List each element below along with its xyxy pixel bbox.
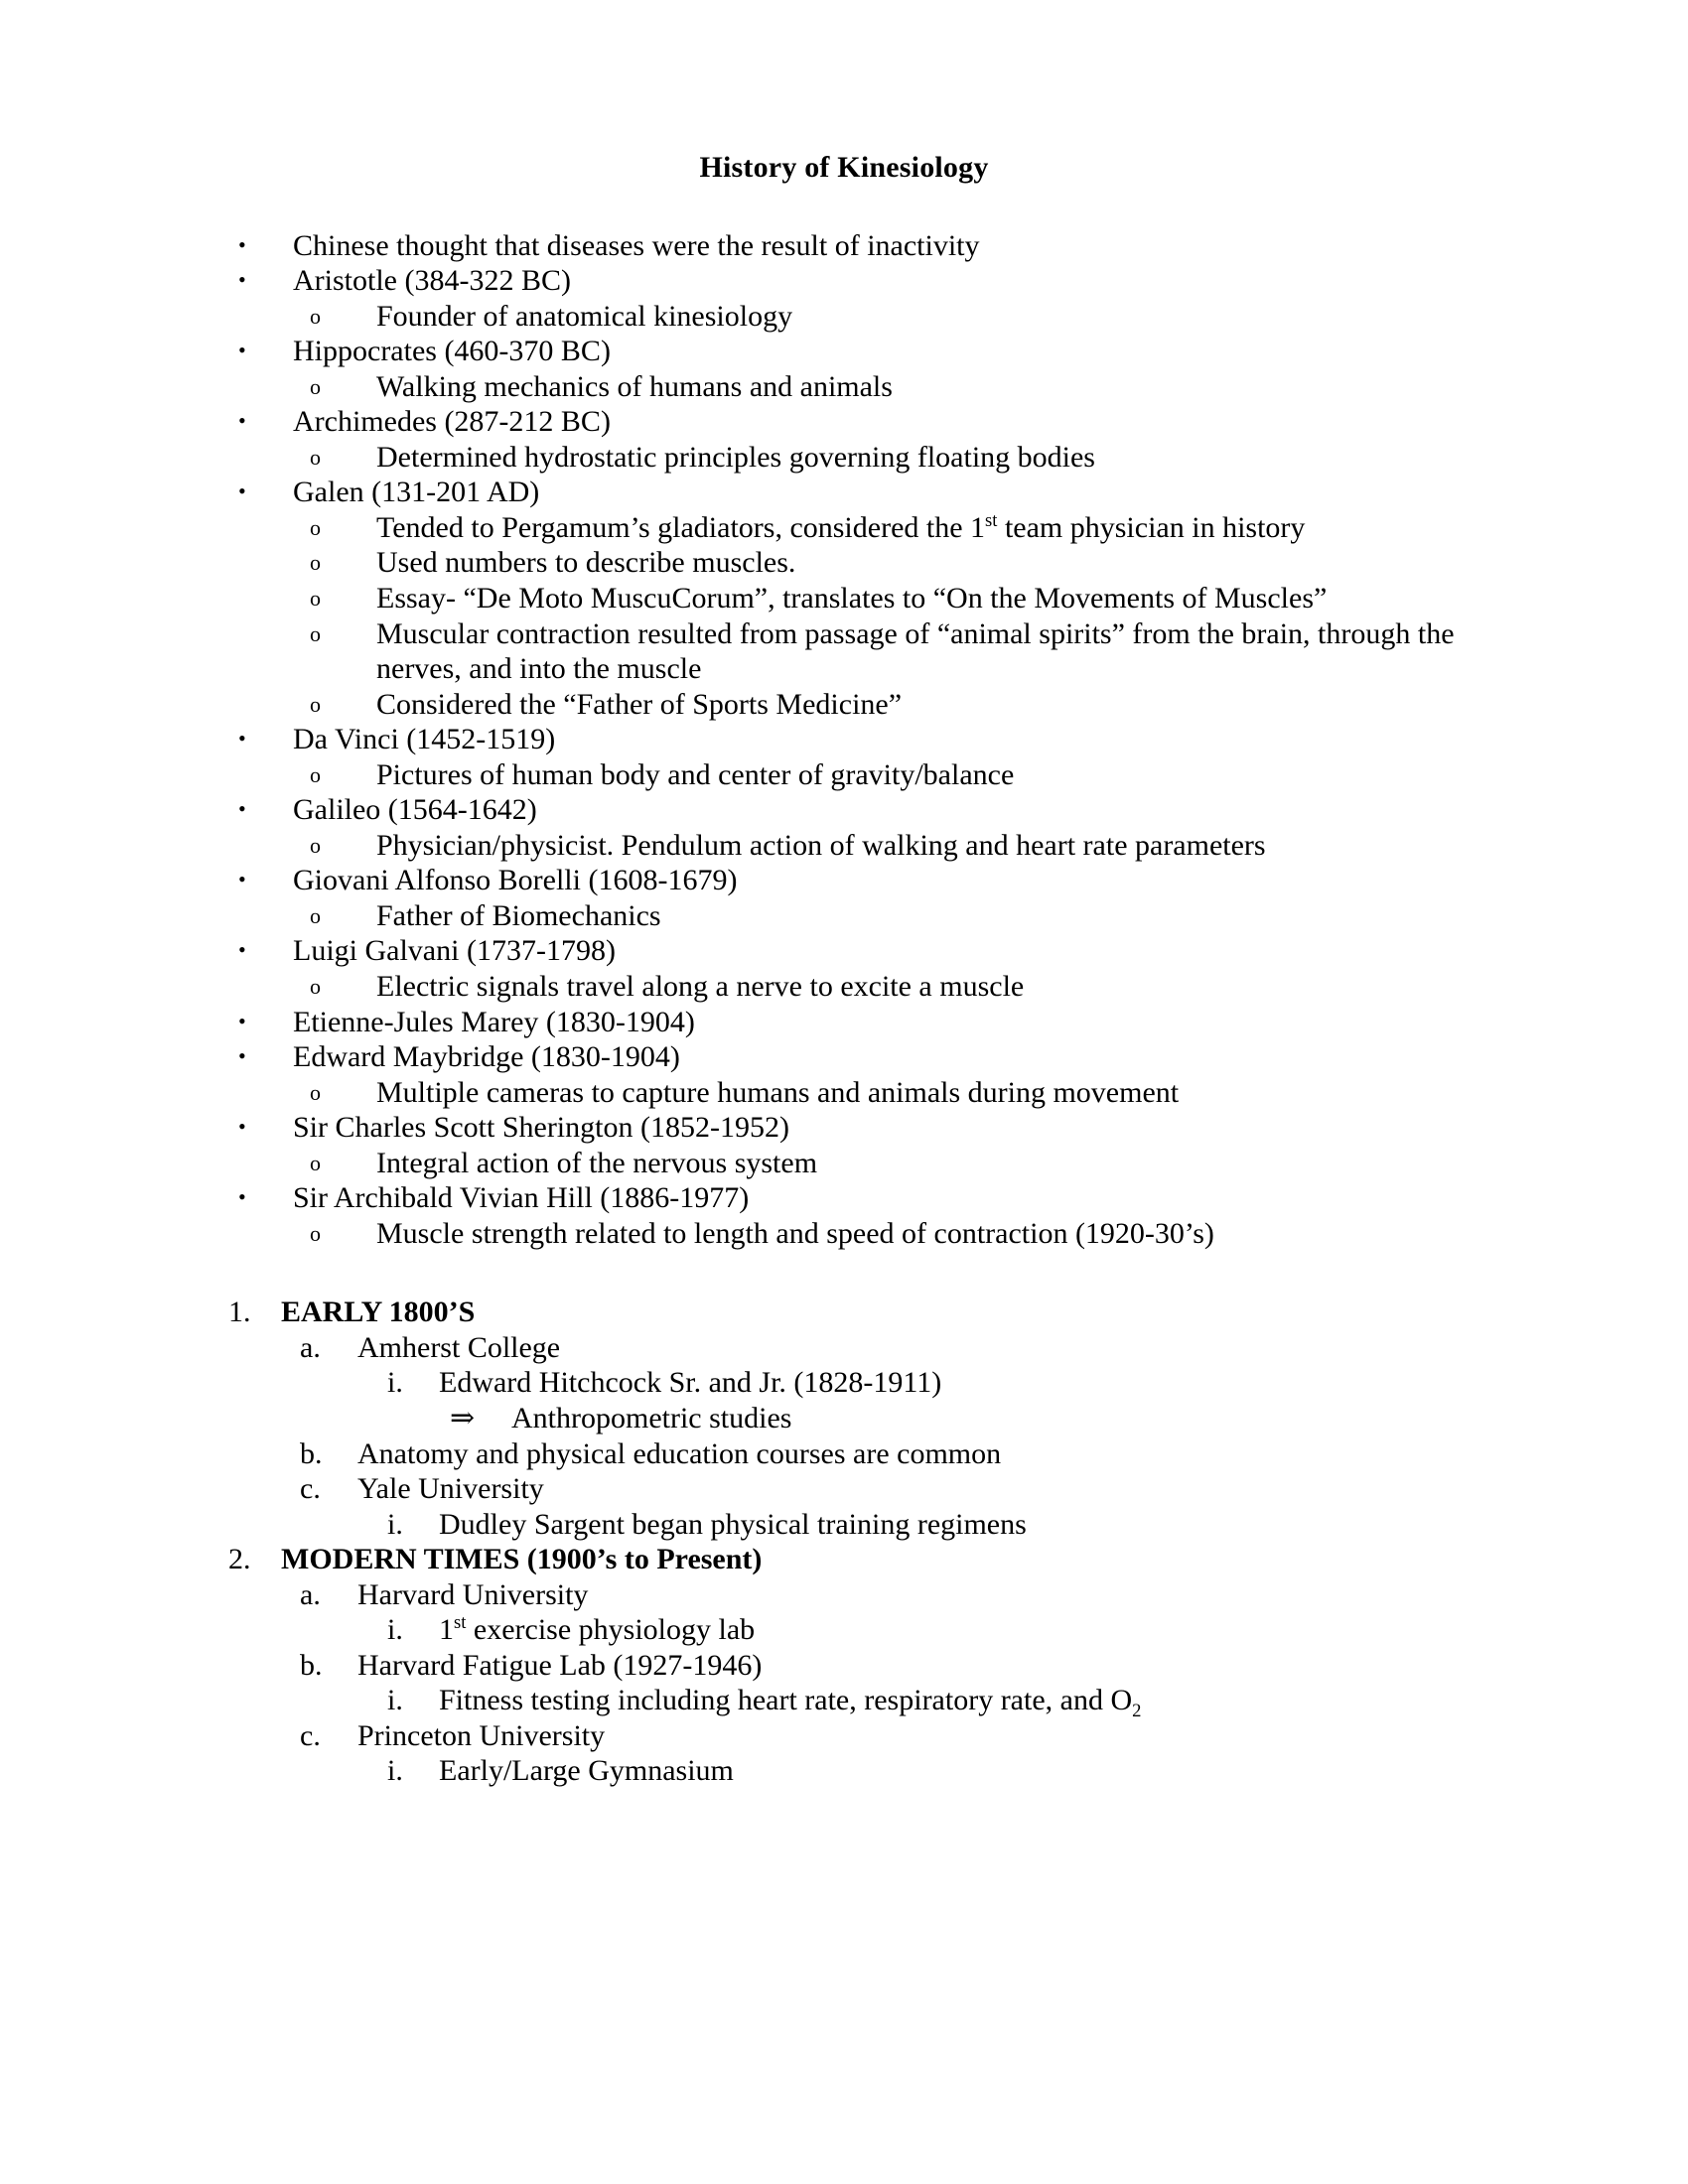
outline-item — [199, 440, 1489, 476]
outline-bullet-marker: i. — [387, 1684, 403, 1717]
outline-item — [199, 1683, 1489, 1722]
outline-item — [199, 334, 1489, 369]
outline-item-text: Anatomy and physical education courses are common — [357, 1436, 1002, 1470]
outline-item — [199, 1295, 1489, 1330]
outline-bullet-marker: o — [310, 620, 321, 646]
outline-bullet-marker: • — [238, 267, 246, 293]
outline-item — [199, 933, 1489, 969]
outline-bullet-marker: a. — [300, 1577, 321, 1611]
outline-item — [199, 1507, 1489, 1543]
outline-bullet-marker: o — [310, 1150, 321, 1175]
outline-bullet-marker: i. — [387, 1613, 403, 1647]
outline-bullet-marker: • — [238, 1008, 246, 1033]
outline-item — [199, 1401, 1489, 1436]
outline-item — [199, 1612, 1489, 1648]
outline-bullet-marker: o — [310, 444, 321, 470]
outline-item — [199, 757, 1489, 793]
outline-bullet-marker: • — [238, 1043, 246, 1069]
outline-bullet-marker: a. — [300, 1330, 321, 1364]
outline-item — [199, 616, 1489, 687]
outline-item-text: Aristotle (384-322 BC) — [293, 264, 571, 298]
outline-item — [199, 687, 1489, 723]
outline-item — [199, 1005, 1489, 1040]
outline-item — [199, 369, 1489, 405]
outline-item-text: Galen (131-201 AD) — [293, 476, 540, 509]
outline-item — [199, 1180, 1489, 1216]
outline-bullet-marker: i. — [387, 1507, 403, 1541]
outline-item-text: Archimedes (287-212 BC) — [293, 405, 611, 439]
outline-bullet-marker: • — [238, 796, 246, 822]
outline-item-text: 1st exercise physiology lab — [439, 1612, 756, 1647]
outline-item-text: MODERN TIMES (1900’s to Present) — [281, 1543, 763, 1576]
outline-item — [199, 1330, 1489, 1366]
outline-item-text: Founder of anatomical kinesiology — [376, 299, 793, 333]
outline-bullet-marker: o — [310, 303, 321, 329]
outline-item-text: Fitness testing including heart rate, respiratory rate, and $O_2$ — [439, 1684, 1142, 1722]
outline-item-text: Determined hydrostatic principles governing floating bodies — [376, 440, 1095, 474]
outline-item-text: EARLY 1800’S — [281, 1296, 476, 1329]
outline-item — [199, 1039, 1489, 1075]
outline-item — [199, 1718, 1489, 1754]
outline-bullet-marker: • — [238, 867, 246, 892]
outline-bullet-marker: o — [310, 973, 321, 999]
outline-item — [199, 828, 1489, 864]
outline-item-text: Anthropometric studies — [511, 1402, 792, 1434]
outline-item-text: Muscle strength related to length and speed of contraction (1920-30’s) — [376, 1216, 1214, 1250]
outline-item-text: Integral action of the nervous system — [376, 1146, 818, 1179]
outline-item-text: Edward Maybridge (1830-1904) — [293, 1040, 680, 1074]
outline-item — [199, 581, 1489, 616]
outline-list — [199, 228, 1489, 1790]
outline-item-text: Muscular contraction resulted from passage of “animal spirits” from the brain, through the nerves, and into the muscle — [376, 616, 1455, 686]
outline-bullet-marker: b. — [300, 1648, 323, 1682]
outline-item-text: Multiple cameras to capture humans and animals during movement — [376, 1075, 1180, 1109]
outline-spacer — [199, 1251, 1489, 1295]
outline-item-text: Father of Biomechanics — [376, 898, 661, 932]
outline-bullet-marker: o — [310, 832, 321, 858]
outline-item — [199, 404, 1489, 440]
outline-item-text: Chinese thought that diseases were the result of inactivity — [293, 228, 980, 262]
outline-item — [199, 1577, 1489, 1613]
outline-item-text: Sir Archibald Vivian Hill (1886-1977) — [293, 1181, 750, 1215]
outline-item — [199, 1110, 1489, 1146]
outline-bullet-marker: • — [238, 408, 246, 434]
outline-bullet-marker: • — [238, 231, 246, 257]
outline-item-text: Giovani Alfonso Borelli (1608-1679) — [293, 864, 738, 897]
outline-item-text: Tended to Pergamum’s gladiators, considered the 1st team physician in history — [376, 509, 1306, 544]
outline-item — [199, 510, 1489, 546]
outline-item-text: Considered the “Father of Sports Medicine” — [376, 687, 903, 721]
outline-item-text: Da Vinci (1452-1519) — [293, 723, 556, 756]
outline-item — [199, 1471, 1489, 1507]
outline-item — [199, 722, 1489, 757]
outline-item-text: Etienne-Jules Marey (1830-1904) — [293, 1005, 695, 1038]
outline-bullet-marker: c. — [300, 1718, 321, 1752]
outline-bullet-marker: o — [310, 761, 321, 787]
outline-item — [199, 228, 1489, 264]
outline-item-text: Early/Large Gymnasium — [439, 1754, 734, 1788]
outline-item — [199, 475, 1489, 510]
outline-bullet-marker: o — [310, 550, 321, 576]
outline-item-text: Walking mechanics of humans and animals — [376, 369, 893, 403]
outline-bullet-marker: • — [238, 1184, 246, 1210]
outline-item — [199, 1648, 1489, 1684]
outline-bullet-marker: • — [238, 338, 246, 363]
outline-item-text: Harvard Fatigue Lab (1927-1946) — [357, 1648, 763, 1682]
outline-item — [199, 1753, 1489, 1789]
outline-bullet-marker: o — [310, 691, 321, 717]
outline-item — [199, 1146, 1489, 1181]
outline-bullet-marker: c. — [300, 1472, 321, 1506]
outline-bullet-marker: o — [310, 514, 321, 540]
outline-item — [199, 299, 1489, 335]
outline-item — [199, 263, 1489, 299]
outline-bullet-marker: o — [310, 585, 321, 611]
outline-bullet-marker: i. — [387, 1754, 403, 1788]
outline-bullet-marker: o — [310, 902, 321, 928]
outline-item — [199, 792, 1489, 828]
outline-item-text: Physician/physicist. Pendulum action of walking and heart rate parameters — [376, 828, 1266, 862]
outline-bullet-marker: ⇒ — [450, 1402, 476, 1434]
outline-item-text: Pictures of human body and center of gravity/balance — [376, 757, 1015, 791]
outline-bullet-marker: o — [310, 1079, 321, 1105]
outline-item — [199, 898, 1489, 934]
outline-item-text: Galileo (1564-1642) — [293, 793, 537, 827]
outline-item — [199, 545, 1489, 581]
outline-bullet-marker: i. — [387, 1366, 403, 1400]
outline-item — [199, 1216, 1489, 1252]
outline-bullet-marker: • — [238, 937, 246, 963]
outline-item-text: Used numbers to describe muscles. — [376, 546, 796, 580]
outline-item — [199, 1075, 1489, 1111]
outline-item — [199, 969, 1489, 1005]
outline-item-text: Dudley Sargent began physical training regimens — [439, 1507, 1027, 1541]
outline-item-text: Hippocrates (460-370 BC) — [293, 335, 611, 368]
outline-item-text: Amherst College — [357, 1330, 561, 1364]
outline-bullet-marker: o — [310, 373, 321, 399]
outline-bullet-marker: • — [238, 1114, 246, 1140]
outline-item-text: Harvard University — [357, 1577, 589, 1611]
outline-item-text: Electric signals travel along a nerve to excite a muscle — [376, 969, 1025, 1003]
outline-item-text: Sir Charles Scott Sherington (1852-1952) — [293, 1111, 789, 1145]
outline-item-text: Edward Hitchcock Sr. and Jr. (1828-1911) — [439, 1366, 942, 1400]
outline-bullet-marker: 1. — [228, 1296, 251, 1329]
outline-item — [199, 1436, 1489, 1472]
outline-bullet-marker: • — [238, 726, 246, 751]
outline-bullet-marker: 2. — [228, 1543, 251, 1576]
outline-bullet-marker: b. — [300, 1436, 323, 1470]
outline-item-text: Yale University — [357, 1472, 544, 1506]
outline-item — [199, 863, 1489, 898]
outline-item-text: Luigi Galvani (1737-1798) — [293, 934, 616, 968]
outline-item-text: Princeton University — [357, 1718, 606, 1752]
outline-item — [199, 1542, 1489, 1577]
outline-item-text: Essay- “De Moto MuscuCorum”, translates to “On the Movements of Muscles” — [376, 581, 1328, 614]
outline-item — [199, 1365, 1489, 1401]
outline-bullet-marker: o — [310, 1220, 321, 1246]
outline-bullet-marker: • — [238, 478, 246, 504]
page-title: History of Kinesiology — [699, 151, 989, 184]
